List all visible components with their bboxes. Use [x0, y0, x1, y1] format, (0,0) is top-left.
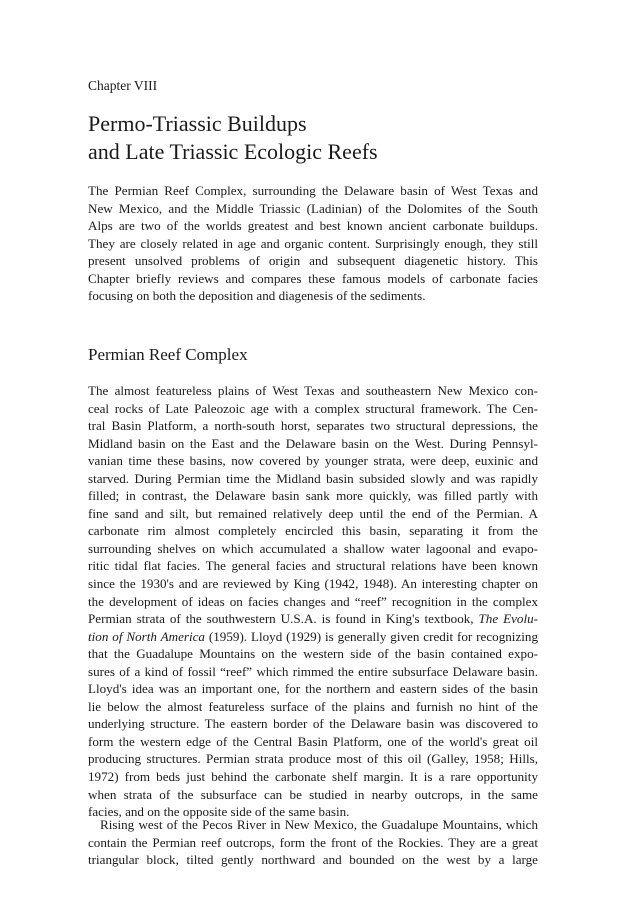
text-run: (1959). Lloyd (1929) is generally given credit for recognizing	[204, 628, 538, 644]
text-line: The almost featureless plains of West Texas and southeastern New Mexico con-	[88, 383, 538, 398]
chapter-label: Chapter VIII	[88, 78, 158, 93]
text-line: Rising west of the Pecos River in New Mexico, the Guadalupe Mountains, which	[100, 817, 538, 832]
text-line: Chapter briefly reviews and compares these famous models of carbonate facies	[88, 270, 538, 286]
text-line: ritic tidal flat facies. The general facies and structural relations have been known	[88, 558, 538, 574]
text-line: tral Basin Platform, a north-south horst, separates two structural depressions, the	[88, 418, 538, 434]
book-title-italic: tion of North America	[88, 628, 205, 644]
section-heading: Permian Reef Complex	[88, 345, 248, 364]
book-title-italic: The Evolu-	[478, 611, 538, 627]
text-line: carbonate rim almost completely encircled this basin, separating it from the	[88, 523, 538, 539]
text-line: when strata of the subsurface can be studied in nearby outcrops, in the same	[88, 786, 538, 802]
text-line: vanian time these basins, now covered by younger strata, were deep, euxinic and	[88, 453, 538, 469]
text-line: They are closely related in age and organic content. Surprisingly enough, they still	[88, 235, 538, 251]
text-line: sures of a kind of fossil “reef” which rimmed the entire subsurface Delaware basin.	[88, 663, 538, 679]
text-line: contain the Permian reef outcrops, form the front of the Rockies. They are a great	[88, 834, 538, 850]
text-line: form the western edge of the Central Basin Platform, one of the world's great oil	[88, 733, 538, 749]
text-line: fine sand and silt, but remained relatively deep until the end of the Permian. A	[88, 505, 538, 521]
text-line: that the Guadalupe Mountains on the western side of the basin contained expo-	[88, 646, 538, 662]
body-paragraph-2	[88, 816, 538, 869]
text-line: lie below the almost featureless surface of the plains and furnish no hint of the	[88, 698, 538, 714]
text-run: Permian strata of the southwestern U.S.A. is found in King's textbook,	[88, 611, 479, 627]
text-line	[88, 610, 538, 628]
chapter-title-line: and Late Triassic Ecologic Reefs	[88, 139, 378, 164]
text-line: ceal rocks of Late Paleozoic age with a complex structural framework. The Cen-	[88, 400, 538, 416]
chapter-title	[88, 110, 378, 166]
text-line: underlying structure. The eastern border of the Delaware basin was discovered to	[88, 716, 538, 732]
text-line: Alps are two of the worlds greatest and best known ancient carbonate buildups.	[88, 218, 538, 234]
chapter-title-line: Permo-Triassic Buildups	[88, 111, 307, 136]
text-line: 1972) from beds just behind the carbonate shelf margin. It is a rare opportunity	[88, 769, 538, 785]
body-paragraph-1	[88, 382, 538, 821]
text-line: present unsolved problems of origin and subsequent diagenetic history. This	[88, 253, 538, 269]
text-line: producing structures. Permian strata produce most of this oil (Galley, 1958; Hills,	[88, 751, 538, 767]
text-line: starved. During Permian time the Midland basin subsided slowly and was rapidly	[88, 470, 538, 486]
text-line: surrounding shelves on which accumulated a shallow water lagoonal and evapo-	[88, 540, 538, 556]
text-line: filled; in contrast, the Delaware basin sank more quickly, was filled partly with	[88, 488, 538, 504]
intro-paragraph	[88, 182, 538, 305]
text-line: The Permian Reef Complex, surrounding the Delaware basin of West Texas and	[88, 183, 538, 198]
text-line: Lloyd's idea was an important one, for the northern and eastern sides of the basin	[88, 681, 538, 697]
text-line: facies, and on the opposite side of the same basin.	[88, 804, 350, 820]
text-line: focusing on both the deposition and diagenesis of the sediments.	[88, 288, 426, 304]
text-line: since the 1930's and are reviewed by King (1942, 1948). An interesting chapter on	[88, 576, 538, 592]
text-line: New Mexico, and the Middle Triassic (Ladinian) of the Dolomites of the South	[88, 200, 538, 216]
text-line: triangular block, tilted gently northward and bounded on the west by a large	[88, 852, 538, 868]
text-line: the development of ideas on facies changes and “reef” recognition in the complex	[88, 593, 538, 609]
text-line: Midland basin on the East and the Delaware basin on the West. During Pennsyl-	[88, 435, 538, 451]
text-line	[88, 628, 538, 646]
